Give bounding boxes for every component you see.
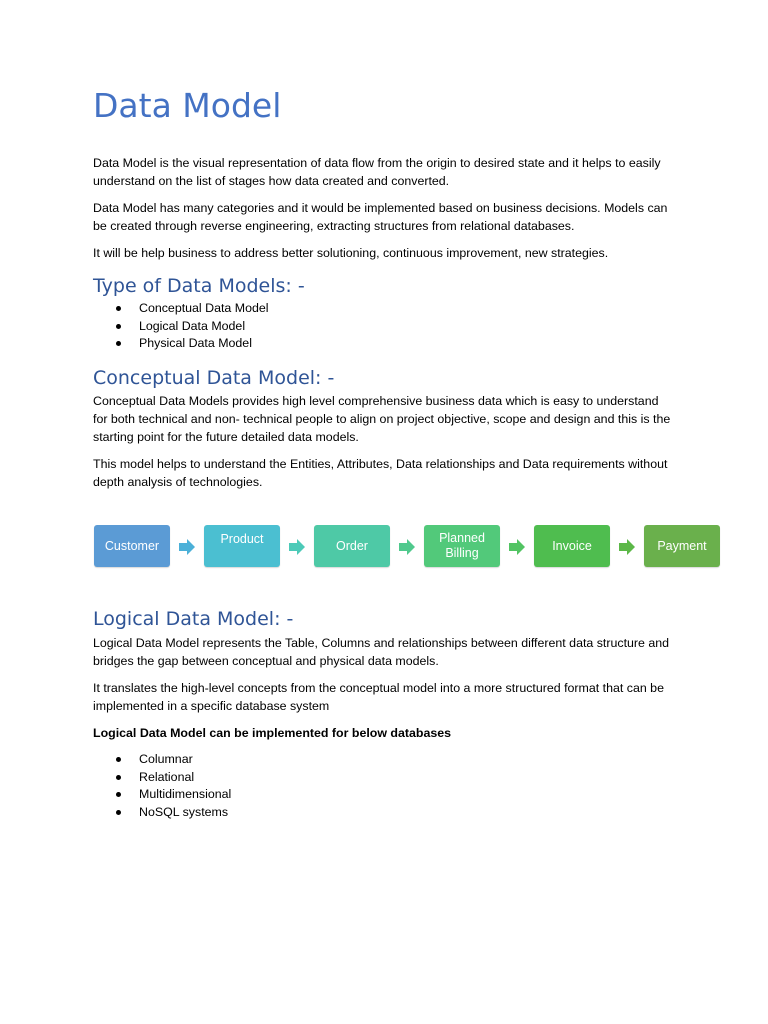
list-item-label: Physical Data Model <box>139 336 252 350</box>
types-list <box>93 300 269 353</box>
list-item-label: Relational <box>139 769 195 784</box>
flow-step-product <box>204 525 280 567</box>
bullet-icon <box>116 306 121 311</box>
list-item-label: Logical Data Model <box>139 318 246 333</box>
arrow-right-icon <box>179 539 195 555</box>
flow-step-label: Invoice <box>552 538 592 553</box>
flow-step-label: Order <box>336 538 368 553</box>
list-item <box>93 804 231 822</box>
flow-step-invoice <box>534 525 610 567</box>
flow-step-customer <box>94 525 170 567</box>
logical-subheading: Logical Data Model can be implemented for below databases <box>93 726 452 740</box>
intro-paragraph-3: It will be help business to address better solutioning, continuous improvement, new strategies. <box>93 246 609 260</box>
list-item-label: Multidimensional <box>139 787 232 801</box>
logical-heading: Logical Data Model: - <box>93 608 294 630</box>
bullet-icon <box>116 324 121 329</box>
flow-step-planned-billing <box>424 525 500 567</box>
list-item-label: Columnar <box>139 752 193 766</box>
bullet-icon <box>116 757 121 762</box>
logical-paragraph-1: Logical Data Model represents the Table, Columns and relationships between different data structure and bridges the gap between conceptual and physical data models. <box>93 636 670 668</box>
arrow-right-icon <box>289 539 305 555</box>
list-item <box>93 300 269 318</box>
types-heading: Type of Data Models: - <box>93 275 305 297</box>
flow-step-label: Payment <box>657 538 707 553</box>
list-item <box>93 751 231 769</box>
logical-list <box>93 751 231 821</box>
flow-step-order <box>314 525 390 567</box>
arrow-right-icon <box>619 539 635 555</box>
list-item <box>93 769 231 787</box>
arrow-right-icon <box>509 539 525 555</box>
list-item-label: Conceptual Data Model <box>139 301 269 315</box>
bullet-icon <box>116 810 121 815</box>
conceptual-paragraph-2: This model helps to understand the Entities, Attributes, Data relationships and Data requirements without depth analysis of technologies. <box>93 457 668 489</box>
list-item <box>93 786 231 804</box>
process-flow-diagram <box>0 525 768 569</box>
flow-step-payment <box>644 525 720 567</box>
bullet-icon <box>116 792 121 797</box>
conceptual-paragraph-1: Conceptual Data Models provides high level comprehensive business data which is easy to understand for both technical and non- technical people to align on project objective, scope and design and this is the starting point for the future detailed data models. <box>93 394 671 444</box>
logical-paragraph-2: It translates the high-level concepts from the conceptual model into a more structured format that can be implemented in a specific database system <box>93 681 664 713</box>
arrow-right-icon <box>399 539 415 555</box>
list-item <box>93 318 269 336</box>
bullet-icon <box>116 775 121 780</box>
intro-paragraph-2: Data Model has many categories and it would be implemented based on business decisions. Models can be created through reverse engineering, extracting structures from relational databases. <box>93 201 668 233</box>
page-title: Data Model <box>93 86 282 125</box>
conceptual-heading: Conceptual Data Model: - <box>93 367 335 389</box>
flow-step-label: Product <box>220 532 264 546</box>
list-item <box>93 335 269 353</box>
intro-paragraph-1: Data Model is the visual representation of data flow from the origin to desired state and it helps to easily understand on the list of stages how data created and converted. <box>93 156 661 188</box>
list-item-label: NoSQL systems <box>139 804 229 819</box>
bullet-icon <box>116 341 121 346</box>
flow-step-label: Customer <box>104 538 160 553</box>
flow-step-label: Planned Billing <box>439 531 485 560</box>
